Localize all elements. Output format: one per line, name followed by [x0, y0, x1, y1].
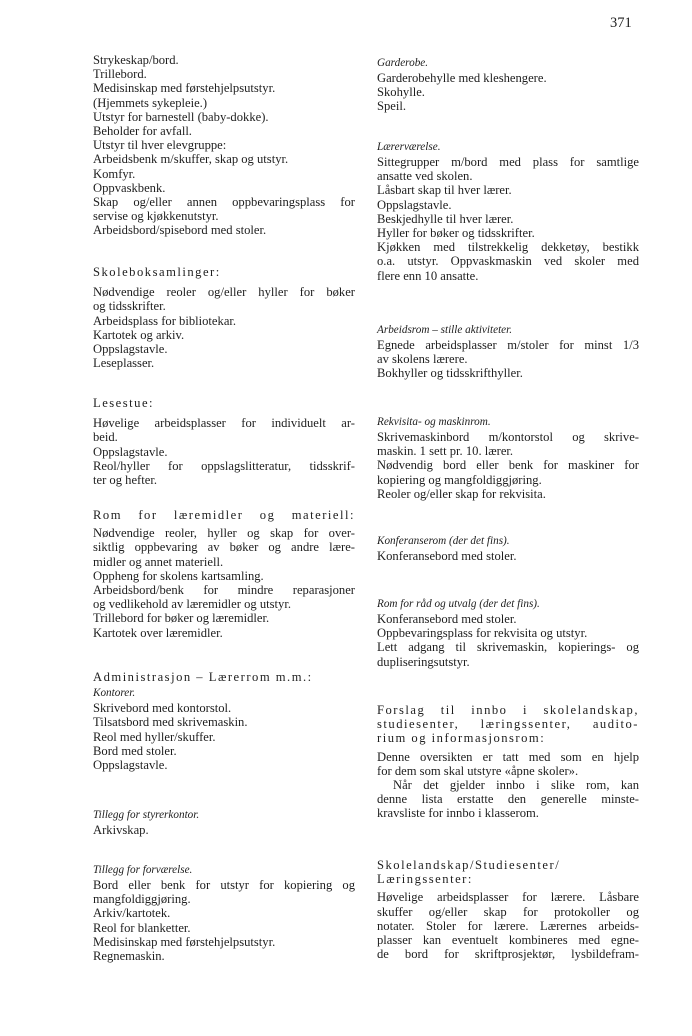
text-line: siktlig oppbevaring av bøker og andre lære- — [93, 540, 355, 555]
text-line: Kartotek og arkiv. — [93, 327, 185, 342]
text-line: Høvelige arbeidsplasser for lærere. Låsbare — [377, 890, 639, 905]
text-line: Beskjedhylle til hver lærer. — [377, 211, 514, 226]
text-line: ter og hefter. — [93, 473, 157, 488]
text-line: servise og kjøkkenutstyr. — [93, 209, 219, 224]
section-heading: studiesenter, læringssenter, audito- — [377, 717, 639, 732]
section-heading: Læringssenter: — [377, 872, 473, 887]
text-line: kravsliste for innbo i klasserom. — [377, 806, 539, 821]
left-column-section-2 — [93, 396, 355, 487]
right-column-section-7 — [377, 858, 639, 961]
text-line: Egnede arbeidsplasser m/stoler for minst 1/3 — [377, 338, 639, 352]
text-line: Regnemaskin. — [93, 949, 165, 964]
text-line: dupliseringsutstyr. — [377, 654, 470, 669]
text-line: av skolens lærere. — [377, 352, 468, 367]
text-line: Trillebord for bøker og læremidler. — [93, 611, 270, 626]
left-column-section-5 — [93, 808, 355, 837]
text-line: flere enn 10 ansatte. — [377, 268, 479, 283]
text-line: Beholder for avfall. — [93, 124, 192, 139]
right-column-section-6 — [377, 703, 639, 821]
text-line: Utstyr til hver elevgruppe: — [93, 138, 227, 153]
section-subheading: Tillegg for styrerkontor. — [93, 809, 200, 821]
section-heading: Forslag til innbo i skolelandskap, — [377, 703, 639, 717]
left-column-section-6 — [93, 863, 355, 963]
text-line: Bord eller benk for utstyr for kopiering og — [93, 878, 355, 892]
text-line: Nødvendige reoler og/eller hyller for bøker — [93, 285, 355, 300]
text-line: Nødvendige reoler, hyller og skap for over- — [93, 526, 355, 541]
text-line: Komfyr. — [93, 166, 136, 181]
text-line: beid. — [93, 430, 118, 445]
text-line: Garderobehylle med kleshengere. — [377, 71, 547, 85]
text-line: Skohylle. — [377, 85, 425, 100]
text-line: Kjøkken med tilstrekkelig dekketøy, bestikk — [377, 240, 639, 255]
text-line: Speil. — [377, 99, 407, 114]
section-subheading: Konferanserom (der det fins). — [377, 535, 510, 547]
text-line: Arbeidsbenk m/skuffer, skap og utstyr. — [93, 152, 289, 167]
text-line: Oppslagstavle. — [377, 197, 452, 212]
text-line: Skrivemaskinbord m/kontorstol og skrive- — [377, 430, 639, 444]
text-line: Konferansebord med stoler. — [377, 549, 517, 563]
text-line: Arbeidsbord/benk for mindre reparasjoner — [93, 583, 355, 598]
right-column-section-1 — [377, 140, 639, 283]
text-line: Kartotek over læremidler. — [93, 625, 223, 640]
text-line: Medisinskap med førstehjelpsutstyr. — [93, 934, 276, 949]
section-subheading: Rom for råd og utvalg (der det fins). — [377, 598, 540, 610]
text-line: Medisinskap med førstehjelpsutstyr. — [93, 81, 276, 96]
text-line: o.a. utstyr. Oppvaskmaskin ved skoler med — [377, 254, 639, 269]
text-line: Skrivebord med kontorstol. — [93, 701, 232, 716]
right-column-section-5 — [377, 597, 639, 669]
section-heading: Skoleboksamlinger: — [93, 265, 221, 279]
text-line: ansatte ved skolen. — [377, 169, 473, 184]
text-line: Arbeidsplass for bibliotekar. — [93, 313, 237, 328]
text-line: Utstyr for barnestell (baby-dokke). — [93, 109, 269, 124]
text-line: Sittegrupper m/bord med plass for samtlige — [377, 155, 639, 169]
left-column-section-4 — [93, 670, 355, 772]
text-line: Reoler og/eller skap for rekvisita. — [377, 486, 546, 501]
text-line: Skap og/eller annen oppbevaringsplass for — [93, 195, 355, 210]
section-heading: Lesestue: — [93, 396, 155, 410]
text-line: Arkiv/kartotek. — [93, 906, 171, 921]
section-subheading: Arbeidsrom – stille aktiviteter. — [377, 324, 513, 336]
section-heading: Administrasjon – Lærerrom m.m.: — [93, 670, 313, 684]
text-line: Låsbart skap til hver lærer. — [377, 183, 512, 198]
text-line: Oppbevaringsplass for rekvisita og utstyr. — [377, 626, 588, 641]
text-line: Oppslagstavle. — [93, 444, 168, 459]
text-line: Reol for blanketter. — [93, 920, 191, 935]
left-column-section-0 — [93, 53, 355, 238]
right-column-section-3 — [377, 415, 639, 501]
text-line: Bokhyller og tidsskrifthyller. — [377, 366, 523, 381]
section-subheading: Kontorer. — [93, 687, 136, 700]
section-subheading: Rekvisita- og maskinrom. — [377, 416, 491, 428]
text-line: maskin. 1 sett pr. 10. lærer. — [377, 444, 514, 459]
text-line: Oppheng for skolens kartsamling. — [93, 568, 264, 583]
right-column-section-2 — [377, 323, 639, 381]
text-line: skuffer og/eller skap for protokoller og — [377, 904, 639, 919]
text-line: Bord med stoler. — [93, 743, 177, 758]
section-heading: Rom for læremidler og materiell: — [93, 508, 355, 522]
text-line: mangfoldiggjøring. — [93, 892, 191, 907]
section-subheading: Tillegg for forværelse. — [93, 864, 193, 876]
text-line: Hyller for bøker og tidsskrifter. — [377, 226, 535, 241]
text-line: Strykeskap/bord. — [93, 53, 179, 67]
text-line: denne lista erstatte den generelle minste- — [377, 792, 639, 807]
text-line: Når det gjelder innbo i slike rom, kan — [393, 778, 639, 793]
section-subheading: Garderobe. — [377, 57, 429, 69]
section-heading: rium og informasjonsrom: — [377, 731, 546, 746]
text-line: Lett adgang til skrivemaskin, kopierings- og — [377, 640, 639, 655]
left-column-section-3 — [93, 508, 355, 640]
text-line: midler og annet materiell. — [93, 554, 224, 569]
text-line: (Hjemmets sykepleie.) — [93, 95, 208, 110]
text-line: og vedlikehold av læremidler og utstyr. — [93, 597, 291, 612]
text-line: for dem som skal utstyre «åpne skoler». — [377, 763, 579, 778]
text-line: de bord for skriftprosjektør, lysbildefram- — [377, 947, 639, 962]
text-line: Konferansebord med stoler. — [377, 612, 517, 626]
text-line: Leseplasser. — [93, 356, 155, 371]
page-number: 371 — [610, 15, 632, 31]
text-line: kopiering og mangfoldiggjøring. — [377, 472, 542, 487]
text-line: plasser kan eventuelt kombineres med egne- — [377, 933, 639, 948]
text-line: Denne oversikten er tatt med som en hjelp — [377, 749, 639, 764]
text-line: Oppslagstavle. — [93, 342, 168, 357]
text-line: Arkivskap. — [93, 823, 149, 837]
text-line: og tidsskrifter. — [93, 299, 166, 314]
left-column-section-1 — [93, 265, 355, 370]
text-line: Tilsatsbord med skrivemaskin. — [93, 715, 248, 730]
right-column-section-0 — [377, 56, 639, 114]
text-line: Reol/hyller for oppslagslitteratur, tidsskrif- — [93, 458, 355, 473]
right-column-section-4 — [377, 534, 639, 563]
text-line: Høvelige arbeidsplasser for individuelt ar- — [93, 416, 355, 431]
text-line: Trillebord. — [93, 67, 147, 82]
text-line: Nødvendig bord eller benk for maskiner for — [377, 458, 639, 473]
text-line: notater. Stoler for lærere. Lærernes arbeids- — [377, 918, 639, 933]
text-line: Arbeidsbord/spisebord med stoler. — [93, 223, 267, 238]
text-line: Oppslagstavle. — [93, 758, 168, 773]
section-subheading: Lærerværelse. — [377, 141, 441, 153]
text-line: Oppvaskbenk. — [93, 180, 166, 195]
text-line: Reol med hyller/skuffer. — [93, 729, 216, 744]
section-heading: Skolelandskap/Studiesenter/ — [377, 858, 561, 872]
